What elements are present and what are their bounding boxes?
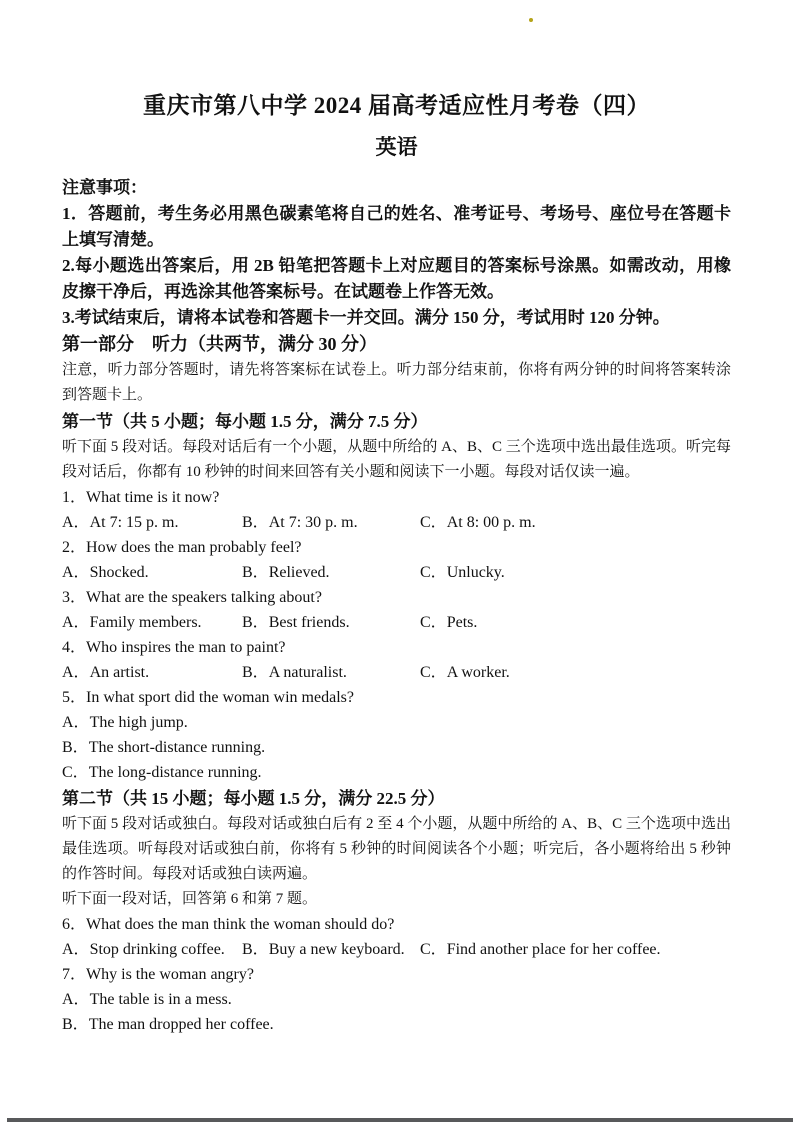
option-1-C	[420, 510, 731, 535]
option-label: C．	[420, 564, 447, 581]
option-label: C．	[420, 514, 447, 531]
question-1	[62, 485, 731, 535]
option-label: A．	[62, 614, 90, 631]
question-number: 7．	[62, 966, 87, 983]
part1-note: 注意，听力部分答题时，请先将答案标在试卷上。听力部分结束前，你将有两分钟的时间将答案转涂到答题卡上。	[62, 362, 731, 403]
option-label: A．	[62, 991, 90, 1008]
option-label: B．	[62, 739, 89, 756]
option-1-B	[242, 510, 420, 535]
question-number: 6．	[62, 916, 87, 933]
option-text: At 8: 00 p. m.	[446, 514, 536, 531]
notice-item-3: 3.考试结束后，请将本试卷和答题卡一并交回。满分 150 分，考试用时 120 分钟。	[62, 308, 670, 327]
option-label: B．	[242, 614, 269, 631]
option-text: Relieved.	[268, 564, 330, 581]
option-label: A．	[62, 514, 90, 531]
option-label: A．	[62, 664, 90, 681]
question-options	[62, 610, 731, 635]
option-label: A．	[62, 941, 90, 958]
question-options	[62, 660, 731, 685]
question-options	[62, 710, 731, 785]
question-text: 2．How does the man probably feel?	[62, 539, 302, 556]
section2-questions	[62, 912, 731, 1037]
option-text: The long-distance running.	[88, 764, 262, 781]
question-3	[62, 585, 731, 635]
option-2-A	[62, 560, 242, 585]
option-3-B	[242, 610, 420, 635]
section2-instructions: 听下面 5 段对话或独白。每段对话或独白后有 2 至 4 个小题，从题中所给的 A、B、C 三个选项中选出最佳选项。听每段对话或独白前，你将有 5 秒钟的时间阅读各个小题；听完后，各小题将给出 5 秒钟的作答时间。每段对话或独白读两遍。	[62, 816, 731, 882]
option-label: B．	[242, 514, 269, 531]
question-5	[62, 685, 731, 785]
option-label: B．	[62, 1016, 89, 1033]
option-text: The short-distance running.	[88, 739, 266, 756]
option-2-C	[420, 560, 731, 585]
option-text: The table is in a mess.	[89, 991, 232, 1008]
option-label: A．	[62, 564, 90, 581]
option-2-B	[242, 560, 420, 585]
page-title: 重庆市第八中学 2024 届高考适应性月考卷（四）	[143, 93, 650, 118]
option-text: Buy a new keyboard.	[268, 941, 405, 958]
question-options	[62, 987, 731, 1037]
question-2	[62, 535, 731, 585]
question-number: 2．	[62, 539, 87, 556]
question-number: 1．	[62, 489, 87, 506]
option-text: Pets.	[446, 614, 478, 631]
option-label: C．	[62, 764, 89, 781]
notice-heading: 注意事项：	[62, 178, 147, 197]
stray-mark-dot	[529, 18, 533, 22]
question-4	[62, 635, 731, 685]
option-6-B	[242, 937, 420, 962]
option-6-C	[420, 937, 731, 962]
option-4-A	[62, 660, 242, 685]
option-text: Best friends.	[268, 614, 350, 631]
option-text: The high jump.	[89, 714, 188, 731]
question-text: 1．What time is it now?	[62, 489, 220, 506]
question-text: 5．In what sport did the woman win medals?	[62, 689, 354, 706]
question-text: 3．What are the speakers talking about?	[62, 589, 322, 606]
option-text: The man dropped her coffee.	[88, 1016, 274, 1033]
part1-heading: 第一部分 听力（共两节，满分 30 分）	[62, 334, 377, 354]
option-3-C	[420, 610, 731, 635]
question-number: 4．	[62, 639, 87, 656]
section1-questions	[62, 485, 731, 785]
section1-heading: 第一节（共 5 小题；每小题 1.5 分，满分 7.5 分）	[62, 412, 428, 431]
option-label: B．	[242, 664, 269, 681]
question-text: 4．Who inspires the man to paint?	[62, 639, 286, 656]
option-4-B	[242, 660, 420, 685]
option-1-A	[62, 510, 242, 535]
question-options	[62, 510, 731, 535]
question-options	[62, 560, 731, 585]
option-7-A	[62, 987, 731, 1012]
option-label: C．	[420, 614, 447, 631]
question-options	[62, 937, 731, 962]
option-text: Shocked.	[89, 564, 149, 581]
option-label: B．	[242, 564, 269, 581]
section2-lead: 听下面一段对话，回答第 6 和第 7 题。	[62, 891, 318, 907]
question-text: 6．What does the man think the woman should do?	[62, 916, 395, 933]
question-6	[62, 912, 731, 962]
option-text: Find another place for her coffee.	[446, 941, 661, 958]
option-text: An artist.	[89, 664, 150, 681]
option-text: Family members.	[89, 614, 202, 631]
option-5-A	[62, 710, 731, 735]
option-text: At 7: 30 p. m.	[268, 514, 358, 531]
option-4-C	[420, 660, 731, 685]
option-label: A．	[62, 714, 90, 731]
notice-item-1: 1．答题前，考生务必用黑色碳素笔将自己的姓名、准考证号、考场号、座位号在答题卡上填写清楚。	[62, 204, 731, 249]
question-7	[62, 962, 731, 1037]
option-label: B．	[242, 941, 269, 958]
option-text: Stop drinking coffee.	[89, 941, 225, 958]
section2-heading: 第二节（共 15 小题；每小题 1.5 分，满分 22.5 分）	[62, 789, 445, 808]
option-3-A	[62, 610, 242, 635]
page-subtitle: 英语	[375, 135, 418, 159]
option-text: A worker.	[446, 664, 510, 681]
question-number: 3．	[62, 589, 87, 606]
question-number: 5．	[62, 689, 87, 706]
option-text: Unlucky.	[446, 564, 505, 581]
section1-instructions: 听下面 5 段对话。每段对话后有一个小题，从题中所给的 A、B、C 三个选项中选出最佳选项。听完每段对话后，你都有 10 秒钟的时间来回答有关小题和阅读下一小题。每段对话仅读一遍。	[62, 439, 731, 480]
option-6-A	[62, 937, 242, 962]
option-label: C．	[420, 941, 447, 958]
page-bottom-edge	[7, 1118, 793, 1122]
option-5-C	[62, 760, 731, 785]
option-text: A naturalist.	[268, 664, 347, 681]
option-label: C．	[420, 664, 447, 681]
option-text: At 7: 15 p. m.	[89, 514, 179, 531]
question-text: 7．Why is the woman angry?	[62, 966, 254, 983]
option-7-B	[62, 1012, 731, 1037]
option-5-B	[62, 735, 731, 760]
notice-item-2: 2.每小题选出答案后，用 2B 铅笔把答题卡上对应题目的答案标号涂黑。如需改动，用橡皮擦干净后，再选涂其他答案标号。在试题卷上作答无效。	[62, 256, 731, 301]
